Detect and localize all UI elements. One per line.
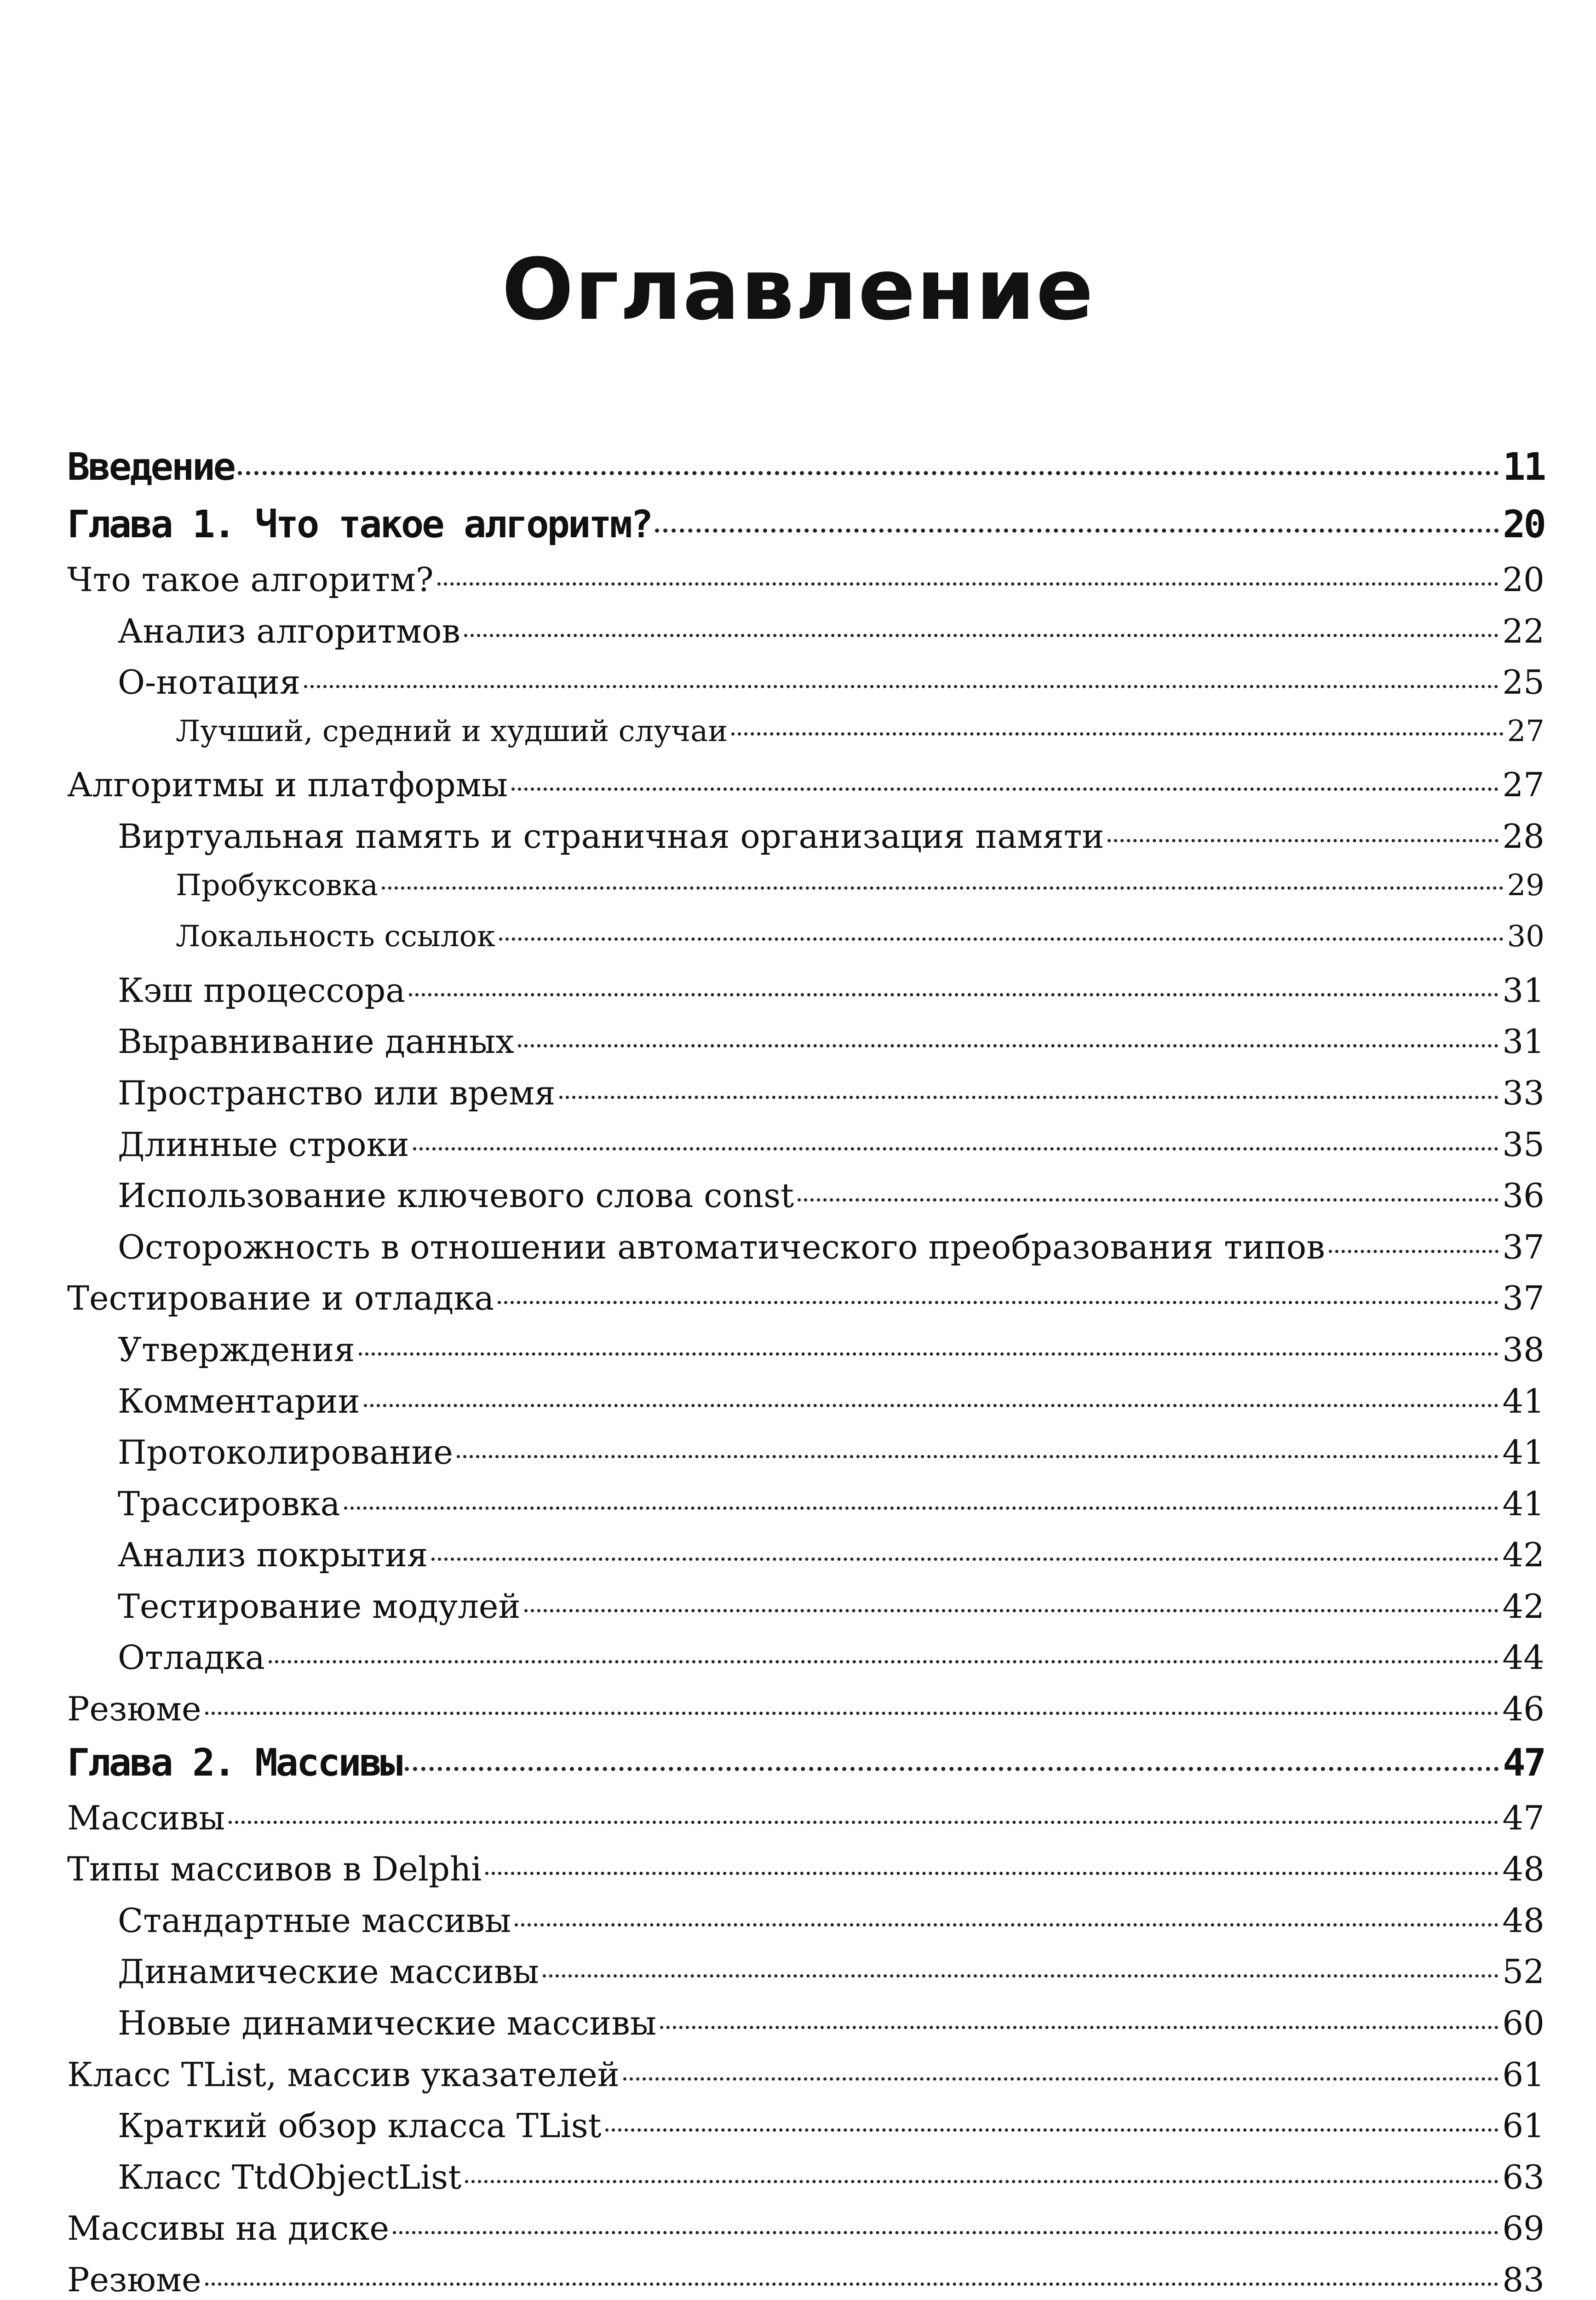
toc-entry[interactable] xyxy=(67,1690,1544,1741)
toc-page-number: 31 xyxy=(1502,1022,1544,1061)
page-title: Оглавление xyxy=(501,241,1095,339)
toc-entry-title: Глава 2. Массивы xyxy=(67,1741,401,1785)
toc-chapter-entry[interactable] xyxy=(67,1741,1544,1799)
toc-page-number: 63 xyxy=(1502,2157,1544,2196)
dot-leader xyxy=(205,1712,1499,1715)
dot-leader xyxy=(359,1352,1499,1356)
toc-entry-title: Массивы xyxy=(67,1798,225,1837)
dot-leader xyxy=(382,886,1504,890)
toc-page-number: 44 xyxy=(1502,1638,1544,1677)
toc-page-number: 61 xyxy=(1502,2106,1544,2145)
toc-page-number: 83 xyxy=(1502,2260,1544,2299)
toc-entry[interactable] xyxy=(67,1587,1544,1639)
toc-entry[interactable] xyxy=(67,765,1544,817)
toc-entry[interactable] xyxy=(67,714,1544,766)
toc-entry[interactable] xyxy=(67,2209,1544,2260)
toc-page-number: 33 xyxy=(1502,1073,1544,1112)
dot-leader xyxy=(798,1198,1498,1202)
dot-leader xyxy=(344,1506,1499,1510)
table-of-contents xyxy=(67,445,1544,2300)
toc-entry-title: Длинные строки xyxy=(118,1125,409,1164)
toc-entry[interactable] xyxy=(67,1176,1544,1228)
toc-page-number: 37 xyxy=(1502,1227,1544,1266)
dot-leader xyxy=(413,1147,1499,1150)
toc-entry[interactable] xyxy=(67,1125,1544,1177)
toc-page-number: 31 xyxy=(1502,971,1544,1010)
toc-entry[interactable] xyxy=(67,2055,1544,2107)
dot-leader xyxy=(364,1404,1499,1407)
dot-leader xyxy=(465,2180,1498,2183)
toc-page-number: 22 xyxy=(1502,611,1544,650)
dot-leader xyxy=(498,1301,1498,1304)
toc-page-number: 48 xyxy=(1502,1850,1544,1889)
dot-leader xyxy=(605,2128,1499,2132)
dot-leader xyxy=(304,685,1498,688)
dot-leader xyxy=(518,1044,1499,1047)
toc-entry-title: О-нотация xyxy=(118,663,301,702)
dot-leader xyxy=(1108,839,1498,842)
toc-entry-title: Отладка xyxy=(118,1638,265,1677)
toc-entry-title: Класс TList, массив указателей xyxy=(67,2055,620,2094)
toc-page-number: 41 xyxy=(1502,1381,1544,1420)
toc-entry-title: Стандартные массивы xyxy=(118,1901,511,1940)
dot-leader xyxy=(405,1767,1499,1771)
toc-entry[interactable] xyxy=(67,2158,1544,2209)
toc-page-number: 47 xyxy=(1503,1741,1544,1785)
toc-page-number: 37 xyxy=(1502,1279,1544,1318)
toc-page-number: 48 xyxy=(1502,1901,1544,1940)
dot-leader xyxy=(229,1821,1498,1824)
toc-page-number: 60 xyxy=(1502,2004,1544,2043)
toc-chapter-entry[interactable] xyxy=(67,445,1544,503)
toc-entry[interactable] xyxy=(67,1433,1544,1484)
toc-entry-title: Утверждения xyxy=(118,1330,355,1369)
dot-leader xyxy=(437,582,1499,586)
toc-entry-title: Локальность ссылок xyxy=(176,920,496,954)
toc-entry[interactable] xyxy=(67,1484,1544,1536)
toc-entry-title: Осторожность в отношении автоматического преобразования типов xyxy=(118,1227,1325,1266)
dot-leader xyxy=(238,471,1499,475)
toc-entry[interactable] xyxy=(67,2106,1544,2158)
toc-entry-title: Тестирование модулей xyxy=(118,1587,521,1626)
toc-entry-title: Краткий обзор класса TList xyxy=(118,2106,602,2145)
toc-page-number: 30 xyxy=(1507,920,1544,954)
dot-leader xyxy=(511,788,1498,791)
toc-entry[interactable] xyxy=(67,1799,1544,1850)
toc-page-number: 41 xyxy=(1502,1484,1544,1523)
dot-leader xyxy=(269,1660,1499,1663)
toc-page-number: 42 xyxy=(1502,1535,1544,1575)
toc-entry-title: Алгоритмы и платформы xyxy=(67,765,508,805)
toc-entry-title: Кэш процессора xyxy=(118,971,406,1010)
toc-entry-title: Что такое алгоритм? xyxy=(67,560,434,599)
toc-page-number: 20 xyxy=(1503,503,1544,546)
toc-page-number: 27 xyxy=(1502,765,1544,805)
toc-entry[interactable] xyxy=(67,1535,1544,1587)
toc-entry-title: Новые динамические массивы xyxy=(118,2004,657,2043)
dot-leader xyxy=(485,1872,1498,1875)
toc-entry[interactable] xyxy=(67,663,1544,714)
toc-entry-title: Трассировка xyxy=(118,1484,340,1523)
toc-entry[interactable] xyxy=(67,2260,1544,2300)
dot-leader xyxy=(660,2026,1498,2029)
toc-entry[interactable] xyxy=(67,1074,1544,1125)
toc-page-number: 29 xyxy=(1507,868,1544,903)
toc-entry[interactable] xyxy=(67,1952,1544,2004)
dot-leader xyxy=(409,993,1498,996)
toc-entry[interactable] xyxy=(67,1330,1544,1382)
toc-entry-title: Использование ключевого слова const xyxy=(118,1176,794,1215)
toc-entry[interactable] xyxy=(67,1228,1544,1279)
toc-page-number: 52 xyxy=(1502,1952,1544,1991)
toc-entry[interactable] xyxy=(67,1279,1544,1330)
toc-entry-title: Протоколирование xyxy=(118,1433,453,1472)
dot-leader xyxy=(499,937,1504,941)
toc-page-number: 20 xyxy=(1502,560,1544,599)
toc-page-number: 35 xyxy=(1502,1125,1544,1164)
dot-leader xyxy=(731,732,1504,736)
dot-leader xyxy=(1329,1250,1499,1253)
dot-leader xyxy=(457,1455,1498,1458)
toc-entry-title: Анализ покрытия xyxy=(118,1535,428,1575)
toc-chapter-entry[interactable] xyxy=(67,503,1544,560)
toc-entry[interactable] xyxy=(67,1022,1544,1074)
dot-leader xyxy=(543,1974,1499,1978)
toc-entry-title: Резюме xyxy=(67,1690,201,1729)
toc-entry[interactable] xyxy=(67,2004,1544,2055)
toc-entry[interactable] xyxy=(67,1638,1544,1690)
toc-page-number: 25 xyxy=(1502,663,1544,702)
toc-entry[interactable] xyxy=(67,920,1544,971)
toc-entry-title: Пробуксовка xyxy=(176,868,379,903)
toc-entry[interactable] xyxy=(67,868,1544,920)
toc-page-number: 27 xyxy=(1507,714,1544,748)
toc-entry-title: Класс TtdObjectList xyxy=(118,2157,461,2196)
dot-leader xyxy=(393,2231,1498,2234)
dot-leader xyxy=(515,1923,1498,1926)
toc-entry[interactable] xyxy=(67,1850,1544,1901)
dot-leader xyxy=(464,634,1499,637)
toc-entry-title: Виртуальная память и страничная организация памяти xyxy=(118,816,1104,856)
dot-leader xyxy=(205,2283,1499,2286)
toc-entry[interactable] xyxy=(67,560,1544,612)
toc-entry[interactable] xyxy=(67,817,1544,868)
toc-page-number: 61 xyxy=(1502,2055,1544,2094)
toc-entry[interactable] xyxy=(67,971,1544,1023)
toc-page-number: 28 xyxy=(1502,816,1544,856)
toc-entry-title: Комментарии xyxy=(118,1381,360,1420)
toc-entry[interactable] xyxy=(67,612,1544,663)
toc-entry[interactable] xyxy=(67,1382,1544,1433)
dot-leader xyxy=(524,1609,1499,1612)
toc-entry-title: Анализ алгоритмов xyxy=(118,611,460,650)
dot-leader xyxy=(431,1558,1498,1561)
toc-entry[interactable] xyxy=(67,1901,1544,1953)
toc-entry-title: Типы массивов в Delphi xyxy=(67,1850,482,1889)
toc-entry-title: Выравнивание данных xyxy=(118,1022,514,1061)
toc-entry-title: Динамические массивы xyxy=(118,1952,539,1991)
toc-page-number: 69 xyxy=(1502,2209,1544,2248)
toc-page-number: 42 xyxy=(1502,1587,1544,1626)
dot-leader xyxy=(655,529,1499,533)
toc-entry-title: Лучший, средний и худший случаи xyxy=(176,714,728,748)
toc-page-number: 47 xyxy=(1502,1798,1544,1837)
toc-page-number: 46 xyxy=(1502,1690,1544,1729)
toc-page-number: 38 xyxy=(1502,1330,1544,1369)
toc-entry-title: Глава 1. Что такое алгоритм? xyxy=(67,503,652,546)
dot-leader xyxy=(559,1096,1499,1099)
toc-entry-title: Тестирование и отладка xyxy=(67,1279,494,1318)
toc-page-number: 11 xyxy=(1503,445,1544,489)
toc-entry-title: Пространство или время xyxy=(118,1073,556,1112)
dot-leader xyxy=(623,2077,1499,2081)
toc-page-number: 41 xyxy=(1502,1433,1544,1472)
toc-entry-title: Массивы на диске xyxy=(67,2209,390,2248)
toc-entry-title: Введение xyxy=(67,445,234,489)
toc-entry-title: Резюме xyxy=(67,2260,201,2299)
toc-page-number: 36 xyxy=(1502,1176,1544,1215)
